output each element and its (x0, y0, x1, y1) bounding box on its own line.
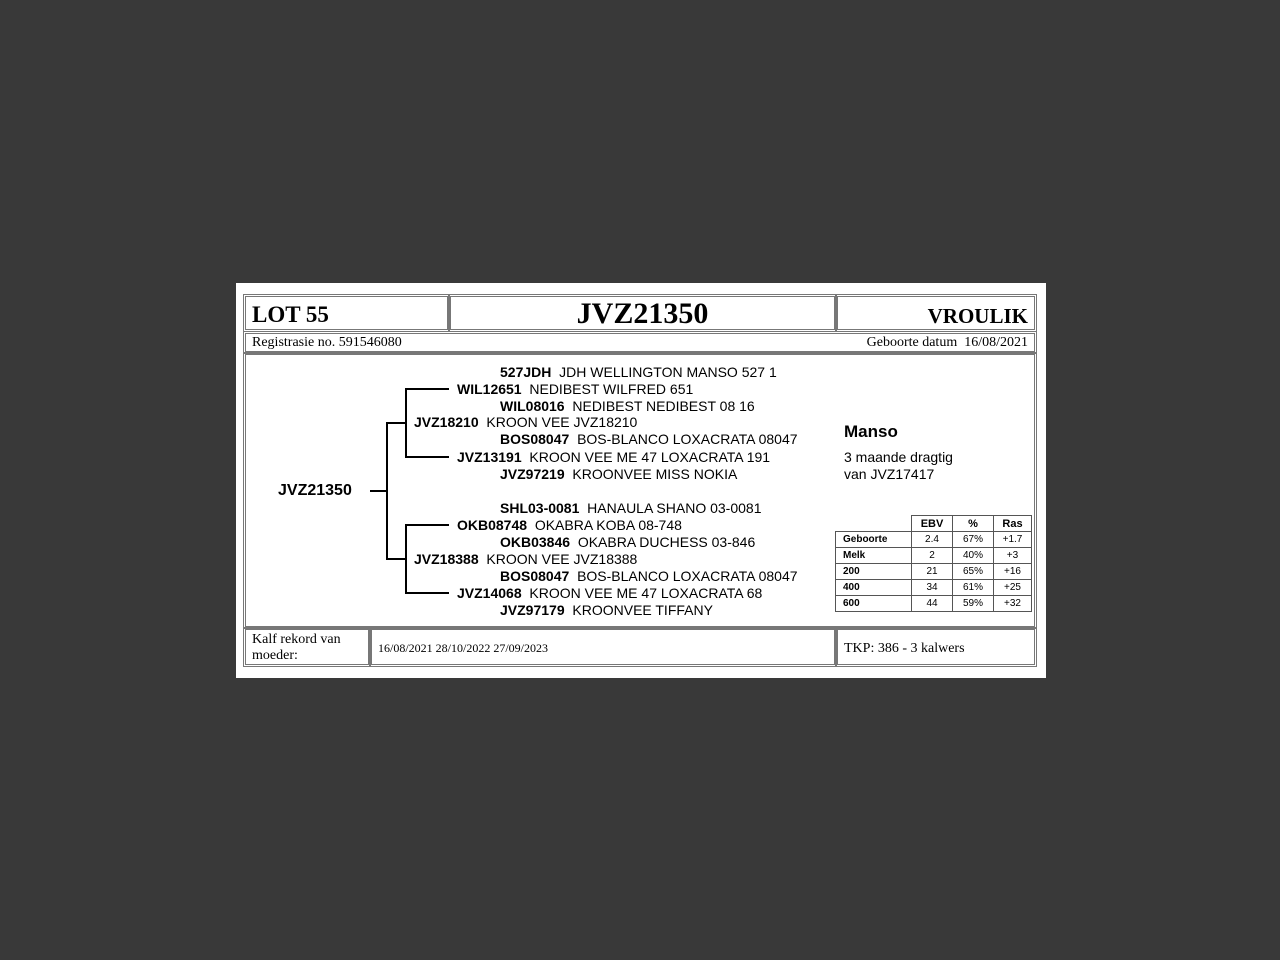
dam-sire-entry: OKB08748 OKABRA KOBA 08-748 (457, 517, 682, 533)
sire-bracket (405, 388, 407, 457)
calf-record-dates-box (369, 627, 837, 667)
calf-record-label-box (243, 627, 371, 667)
calf-record-label-line2: moeder: (252, 648, 298, 663)
dam-sire-dam-entry: OKB03846 OKABRA DUCHESS 03-846 (500, 534, 756, 550)
pregnancy-title: Manso (844, 422, 898, 441)
registration-label: Registrasie no. (252, 335, 336, 350)
dam-dam-entry: JVZ14068 KROON VEE ME 47 LOXACRATA 68 (457, 585, 763, 601)
ebv-header-row (836, 516, 1032, 532)
table-row: 400 34 61% +25 (836, 580, 1032, 596)
dam-dam-connector (405, 592, 449, 594)
subject-connector (370, 490, 387, 492)
sire-sire-dam-entry: WIL08016 NEDIBEST NEDIBEST 08 16 (500, 398, 755, 414)
birth-date: 16/08/2021 (964, 335, 1028, 350)
dam-sire-connector (405, 524, 449, 526)
sire-sire-sire-entry: 527JDH JDH WELLINGTON MANSO 527 1 (500, 364, 777, 380)
calf-record-dates: 16/08/2021 28/10/2022 27/09/2023 (378, 641, 549, 655)
dam-bracket (405, 524, 407, 594)
dam-dam-sire-entry: BOS08047 BOS-BLANCO LOXACRATA 08047 (500, 568, 798, 584)
sire-sire-entry: WIL12651 NEDIBEST WILFRED 651 (457, 381, 694, 397)
dam-sire-sire-entry: SHL03-0081 HANAULA SHANO 03-0081 (500, 500, 762, 516)
pedigree-tree (236, 283, 1046, 678)
table-row: Melk 2 40% +3 (836, 548, 1032, 564)
pedigree-subject: JVZ21350 (278, 482, 352, 499)
animal-id-title: JVZ21350 (576, 297, 709, 330)
dam-entry: JVZ18388 KROON VEE JVZ18388 (414, 551, 638, 567)
ebv-corner (836, 516, 912, 532)
sire-connector (386, 422, 406, 424)
table-row: 200 21 65% +16 (836, 564, 1032, 580)
parents-bracket (386, 422, 388, 559)
pregnancy-line2: van JVZ17417 (844, 466, 935, 482)
tkp-info: TKP: 386 - 3 kalwers (844, 641, 965, 656)
dam-dam-dam-entry: JVZ97179 KROONVEE TIFFANY (500, 602, 713, 618)
sire-dam-connector (405, 456, 449, 458)
lot-number: LOT 55 (252, 302, 329, 327)
sire-entry: JVZ18210 KROON VEE JVZ18210 (414, 414, 638, 430)
ebv-header-ebv: EBV (912, 516, 953, 532)
calf-record-label-line1: Kalf rekord van (252, 632, 341, 647)
ebv-header-percent: % (953, 516, 994, 532)
table-row: Geboorte 2.4 67% +1.7 (836, 532, 1032, 548)
ebv-table (835, 515, 1032, 612)
dam-connector (386, 558, 406, 560)
lot-card (236, 283, 1046, 678)
sire-dam-entry: JVZ13191 KROON VEE ME 47 LOXACRATA 191 (457, 449, 771, 465)
sire-dam-sire-entry: BOS08047 BOS-BLANCO LOXACRATA 08047 (500, 431, 798, 447)
sire-dam-dam-entry: JVZ97219 KROONVEE MISS NOKIA (500, 466, 738, 482)
sire-sire-connector (405, 388, 449, 390)
sex-label: VROULIK (927, 304, 1028, 328)
registration-number: 591546080 (338, 335, 402, 350)
table-row: 600 44 59% +32 (836, 596, 1032, 612)
birth-date-label: Geboorte datum (866, 335, 958, 350)
ebv-header-ras: Ras (994, 516, 1032, 532)
pregnancy-line1: 3 maande dragtig (844, 449, 953, 465)
tkp-box (835, 627, 1037, 667)
